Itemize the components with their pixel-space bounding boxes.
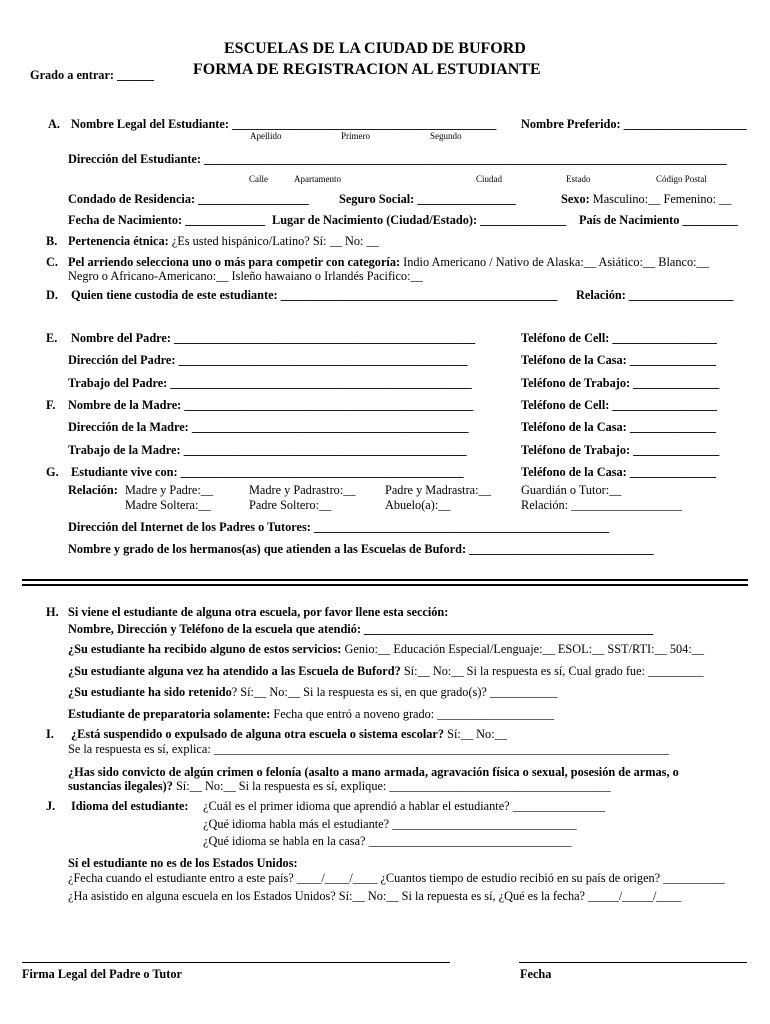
- option-guardian[interactable]: Guardián o Tutor:__: [521, 483, 622, 497]
- father-name-field[interactable]: Nombre del Padre: _________________________________________________: [71, 331, 476, 345]
- mother-address-field[interactable]: Dirección de la Madre: _____________________________________________: [68, 420, 469, 434]
- high-school-field[interactable]: [68, 707, 554, 721]
- crime-question-line1: ¿Has sido convicto de algún crimen o felonía (asalto a mano armada, agravación física o sexual, posesión de armas, o: [68, 765, 679, 779]
- ssn-field[interactable]: Seguro Social: ________________: [339, 192, 516, 206]
- father-address-field[interactable]: Dirección del Padre: _______________________________________________: [68, 353, 468, 367]
- first-language-field[interactable]: ¿Cuál es el primer idioma que aprendió a hablar el estudiante? _______________: [203, 799, 605, 813]
- mother-name-field[interactable]: Nombre de la Madre: _______________________________________________: [68, 398, 474, 412]
- retained-field[interactable]: [68, 685, 558, 699]
- other-relation-field[interactable]: Relación: __________________: [521, 498, 682, 512]
- grade-field[interactable]: Grado a entrar: ______: [30, 68, 154, 82]
- title-form: FORMA DE REGISTRACION AL ESTUDIANTE: [193, 61, 541, 78]
- section-c-letter: C.: [46, 255, 58, 269]
- race-options-line2[interactable]: Negro o Africano-Americano:__ Isleño hawaiano o Irlandés Pacifico:__: [68, 269, 423, 283]
- sublabel-city: Ciudad: [476, 174, 502, 184]
- father-cell-field[interactable]: Teléfono de Cell: _________________: [521, 331, 717, 345]
- race-options-line1: Indio Americano / Nativo de Alaska:__ Asiático:__ Blanco:__: [400, 255, 709, 269]
- student-address-field[interactable]: Dirección del Estudiante: _____________________________________________________________________________________: [68, 152, 727, 166]
- mother-cell-field[interactable]: Teléfono de Cell: _________________: [521, 398, 717, 412]
- ethnicity-question: ¿Es usted hispánico/Latino? Sí: __ No: __: [168, 234, 379, 248]
- suspended-explain-field[interactable]: Se la respuesta es sí, explica: __________________________________________________________________________: [68, 742, 669, 756]
- attended-buford-field[interactable]: [68, 664, 703, 678]
- section-a-letter: A.: [48, 117, 60, 131]
- dob-field[interactable]: Fecha de Nacimiento: _____________: [68, 213, 266, 227]
- date-line[interactable]: [519, 962, 747, 963]
- section-e-letter: E.: [46, 331, 58, 345]
- preferred-name-field[interactable]: Nombre Preferido: ____________________: [521, 117, 747, 131]
- option-single-father[interactable]: Padre Soltero:__: [249, 498, 332, 512]
- section-divider-top: [22, 579, 748, 581]
- title-school: ESCUELAS DE LA CIUDAD DE BUFORD: [224, 40, 526, 57]
- high-school-entry-date: Fecha que entró a noveno grado: ___________________: [270, 707, 555, 721]
- attended-buford-label: ¿Su estudiante alguna vez ha atendido a las Escuela de Buford?: [68, 664, 401, 678]
- relation-label: Relación:: [68, 483, 118, 497]
- birthplace-field[interactable]: Lugar de Nacimiento (Ciudad/Estado): ______________: [272, 213, 567, 227]
- most-spoken-language-field[interactable]: ¿Qué idioma habla más el estudiante? ______________________________: [203, 817, 577, 831]
- section-j-letter: J.: [46, 799, 56, 813]
- sublabel-state: Estado: [566, 174, 591, 184]
- section-f-letter: F.: [46, 398, 56, 412]
- option-grandparent[interactable]: Abuelo(a):__: [385, 498, 451, 512]
- father-work-field[interactable]: Trabajo del Padre: _________________________________________________: [68, 376, 472, 390]
- section-i-letter: I.: [46, 727, 54, 741]
- services-label: ¿Su estudiante ha recibido alguno de estos servicios:: [68, 642, 342, 656]
- county-field[interactable]: Condado de Residencia: __________________: [68, 192, 309, 206]
- suspended-label: ¿Está suspendido o expulsado de alguna otra escuela o sistema escolar?: [71, 727, 445, 741]
- home-language-field[interactable]: ¿Qué idioma se habla en la casa? _________________________________: [203, 834, 572, 848]
- previous-school-field[interactable]: Nombre, Dirección y Teléfono de la escuela que atendió: _______________________________________________: [68, 622, 653, 636]
- custody-relation-field[interactable]: Relación: _________________: [576, 288, 734, 302]
- crime-field[interactable]: [68, 779, 611, 793]
- crime-options: Sí:__ No:__ Si la respuesta es sí, explique: ____________________________________: [172, 779, 611, 793]
- option-mother-and-stepfather[interactable]: Madre y Padrastro:__: [249, 483, 356, 497]
- suspended-field[interactable]: [71, 727, 507, 741]
- section-divider-bottom: [22, 584, 748, 586]
- high-school-label: Estudiante de preparatoria solamente:: [68, 707, 271, 721]
- guardian-home-phone-field[interactable]: Teléfono de la Casa: ______________: [521, 465, 716, 479]
- section-b-letter: B.: [46, 234, 58, 248]
- father-work-phone-field[interactable]: Teléfono de Trabajo: ______________: [521, 376, 720, 390]
- legal-name-field[interactable]: Nombre Legal del Estudiante: ___________________________________________: [71, 117, 497, 131]
- attended-us-school-field[interactable]: ¿Ha asistido en alguna escuela en los Estados Unidos? Sí:__ No:__ Si la repuesta es sí, ¿Qué es la fecha? _____/_____/____: [68, 889, 681, 903]
- option-single-mother[interactable]: Madre Soltera:__: [125, 498, 211, 512]
- option-mother-and-father[interactable]: Madre y Padre:__: [125, 483, 214, 497]
- signature-line[interactable]: [22, 962, 450, 963]
- sublabel-first-name: Primero: [341, 131, 370, 141]
- previous-school-intro: Si viene el estudiante de alguna otra escuela, por favor llene esta sección:: [68, 605, 449, 619]
- parent-email-field[interactable]: Dirección del Internet de los Padres o Tutores: ________________________________________________: [68, 520, 610, 534]
- attended-buford-options: Sí:__ No:__ Si la respuesta es sí, Cual grado fue: _________: [400, 664, 704, 678]
- retained-options: ? Sí:__ No:__ Si la respuesta es si, en que grado(s)? ___________: [231, 685, 558, 699]
- section-d-letter: D.: [46, 288, 58, 302]
- custody-field[interactable]: Quien tiene custodia de este estudiante: _____________________________________________: [71, 288, 558, 302]
- sublabel-zip: Código Postal: [656, 174, 707, 184]
- race-field[interactable]: [68, 255, 709, 269]
- option-father-and-stepmother[interactable]: Padre y Madrastra:__: [385, 483, 491, 497]
- suspended-options: Sí:__ No:__: [444, 727, 507, 741]
- race-label: Pel arriendo selecciona uno o más para competir con categoría:: [68, 255, 401, 269]
- birth-country-field[interactable]: País de Nacimiento _________: [579, 213, 738, 227]
- lives-with-field[interactable]: Estudiante vive con: ______________________________________________: [71, 465, 464, 479]
- ethnicity-label: Pertenencia étnica:: [68, 234, 169, 248]
- crime-question-line2: sustancias ilegales)?: [68, 779, 173, 793]
- entry-date-field[interactable]: ¿Fecha cuando el estudiante entro a este país? ____/____/____ ¿Cuantos tiempo de estudio recibió en su país de origen? __________: [68, 871, 725, 885]
- sublabel-last-name: Apellido: [250, 131, 282, 141]
- sublabel-second-name: Segundo: [430, 131, 462, 141]
- services-field[interactable]: [68, 642, 704, 656]
- sublabel-apartment: Apartamento: [294, 174, 341, 184]
- date-label: Fecha: [520, 967, 552, 981]
- sex-label: Sexo:: [561, 192, 590, 206]
- section-g-letter: G.: [46, 465, 59, 479]
- services-options: Genio:__ Educación Especial/Lenguaje:__ ESOL:__ SST/RTI:__ 504:__: [341, 642, 705, 656]
- sex-field[interactable]: [561, 192, 731, 206]
- section-h-letter: H.: [46, 605, 59, 619]
- sublabel-street: Calle: [249, 174, 268, 184]
- signature-label: Firma Legal del Padre o Tutor: [22, 967, 182, 981]
- retained-label: ¿Su estudiante ha sido retenido: [68, 685, 232, 699]
- father-home-phone-field[interactable]: Teléfono de la Casa: ______________: [521, 353, 716, 367]
- mother-work-field[interactable]: Trabajo de la Madre: ______________________________________________: [68, 443, 467, 457]
- sex-options: Masculino:__ Femenino: __: [589, 192, 732, 206]
- language-label: Idioma del estudiante:: [71, 799, 189, 813]
- not-from-us-label: Sí el estudiante no es de los Estados Unidos:: [68, 856, 298, 870]
- siblings-field[interactable]: Nombre y grado de los hermanos(as) que atienden a las Escuelas de Buford: ______________________________: [68, 542, 654, 556]
- mother-home-phone-field[interactable]: Teléfono de la Casa: ______________: [521, 420, 716, 434]
- ethnicity-field[interactable]: [68, 234, 379, 248]
- mother-work-phone-field[interactable]: Teléfono de Trabajo: ______________: [521, 443, 720, 457]
